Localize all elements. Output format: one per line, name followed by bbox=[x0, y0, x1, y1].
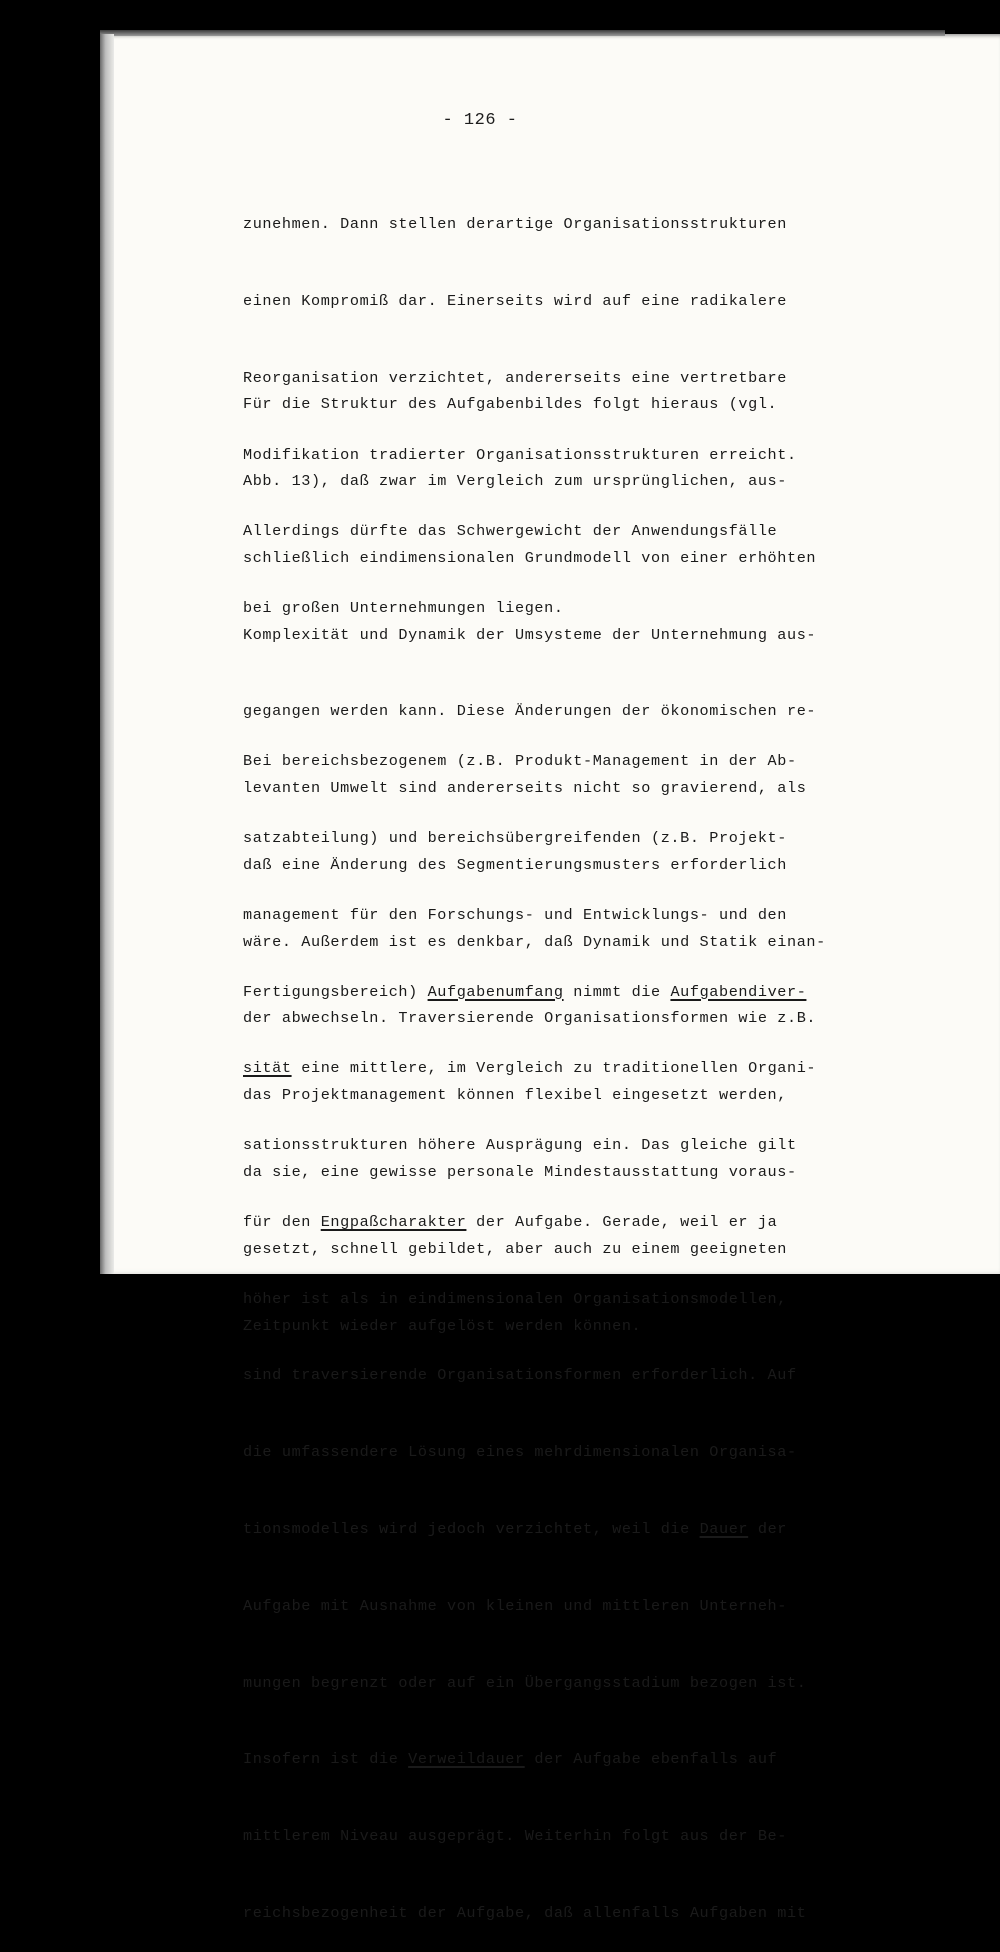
text-line: tionsmodelles wird jedoch verzichtet, weil die Dauer der bbox=[243, 1520, 787, 1538]
text-line: management für den Forschungs- und Entwicklungs- und den bbox=[243, 905, 787, 924]
text-line: daß eine Änderung des Segmentierungsmusters erforderlich bbox=[243, 855, 787, 874]
text-line: Für die Struktur des Aufgabenbildes folgt hieraus (vgl. bbox=[243, 395, 778, 414]
page-number: - 126 - bbox=[442, 111, 518, 130]
text-line: für den Engpaßcharakter der Aufgabe. Gerade, weil er ja bbox=[243, 1212, 778, 1231]
text-line: Bei bereichsbezogenem (z.B. Produkt-Management in der Ab- bbox=[243, 752, 797, 771]
text-line: bei großen Unternehmungen liegen. bbox=[243, 599, 564, 618]
page-binding-edge bbox=[100, 34, 114, 1274]
text-line: mittlerem Niveau ausgeprägt. Weiterhin folgt aus der Be- bbox=[243, 1827, 787, 1846]
text-line: Komplexität und Dynamik der Umsysteme der Unternehmung aus- bbox=[243, 625, 817, 644]
underlined-term: sität bbox=[243, 1059, 292, 1078]
text-line: das Projektmanagement können flexibel eingesetzt werden, bbox=[243, 1086, 787, 1105]
text-line: sind traversierende Organisationsformen erforderlich. Auf bbox=[243, 1366, 797, 1385]
text-line: gesetzt, schnell gebildet, aber auch zu einem geeigneten bbox=[243, 1239, 787, 1258]
text-line: einen Kompromiß dar. Einerseits wird auf eine radikalere bbox=[243, 291, 787, 310]
text-line: Fertigungsbereich) Aufgabenumfang nimmt die Aufgabendiver- bbox=[243, 982, 807, 1001]
text-line: sität eine mittlere, im Vergleich zu traditionellen Organi- bbox=[243, 1059, 817, 1078]
underlined-term: Verweildauer bbox=[408, 1750, 525, 1769]
paragraph-3 bbox=[243, 698, 883, 1952]
text-line: Reorganisation verzichtet, andererseits eine vertretbare bbox=[243, 368, 787, 387]
text-line: schließlich eindimensionalen Grundmodell von einer erhöhten bbox=[243, 548, 817, 567]
text-line: Abb. 13), daß zwar im Vergleich zum ursprünglichen, aus- bbox=[243, 471, 787, 490]
text-line: höher ist als in eindimensionalen Organisationsmodellen, bbox=[243, 1289, 787, 1308]
text-line: levanten Umwelt sind andererseits nicht so gravierend, als bbox=[243, 779, 807, 798]
page-top-edge bbox=[100, 30, 945, 36]
text-line: der abwechseln. Traversierende Organisationsformen wie z.B. bbox=[243, 1009, 817, 1028]
text-line: zunehmen. Dann stellen derartige Organisationsstrukturen bbox=[243, 215, 787, 234]
text-line: Allerdings dürfte das Schwergewicht der Anwendungsfälle bbox=[243, 522, 778, 541]
text-line: die umfassendere Lösung eines mehrdimensionalen Organisa- bbox=[243, 1443, 797, 1462]
text-line: mungen begrenzt oder auf ein Übergangsstadium bezogen ist. bbox=[243, 1673, 807, 1692]
text-line: da sie, eine gewisse personale Mindestausstattung voraus- bbox=[243, 1163, 797, 1181]
underlined-term: Aufgabenumfang bbox=[427, 982, 564, 1001]
text-line: wäre. Außerdem ist es denkbar, daß Dynamik und Statik einan- bbox=[243, 932, 826, 951]
text-line: reichsbezogenheit der Aufgabe, daß allenfalls Aufgaben mit bbox=[243, 1903, 807, 1922]
text-line: satzabteilung) und bereichsübergreifenden (z.B. Projekt- bbox=[243, 828, 787, 847]
text-line: Modifikation tradierter Organisationsstrukturen erreicht. bbox=[243, 445, 797, 464]
underlined-term: Engpaßcharakter bbox=[320, 1212, 467, 1231]
text-line: Insofern ist die Verweildauer der Aufgabe ebenfalls auf bbox=[243, 1750, 778, 1769]
underlined-term: Dauer bbox=[699, 1520, 749, 1538]
text-line: sationsstrukturen höhere Ausprägung ein. Das gleiche gilt bbox=[243, 1136, 797, 1155]
text-line: gegangen werden kann. Diese Änderungen der ökonomischen re- bbox=[243, 702, 817, 721]
text-line: Zeitpunkt wieder aufgelöst werden können. bbox=[243, 1316, 642, 1335]
text-line: Aufgabe mit Ausnahme von kleinen und mittleren Unterneh- bbox=[243, 1596, 787, 1615]
underlined-term: Aufgabendiver- bbox=[670, 982, 807, 1001]
